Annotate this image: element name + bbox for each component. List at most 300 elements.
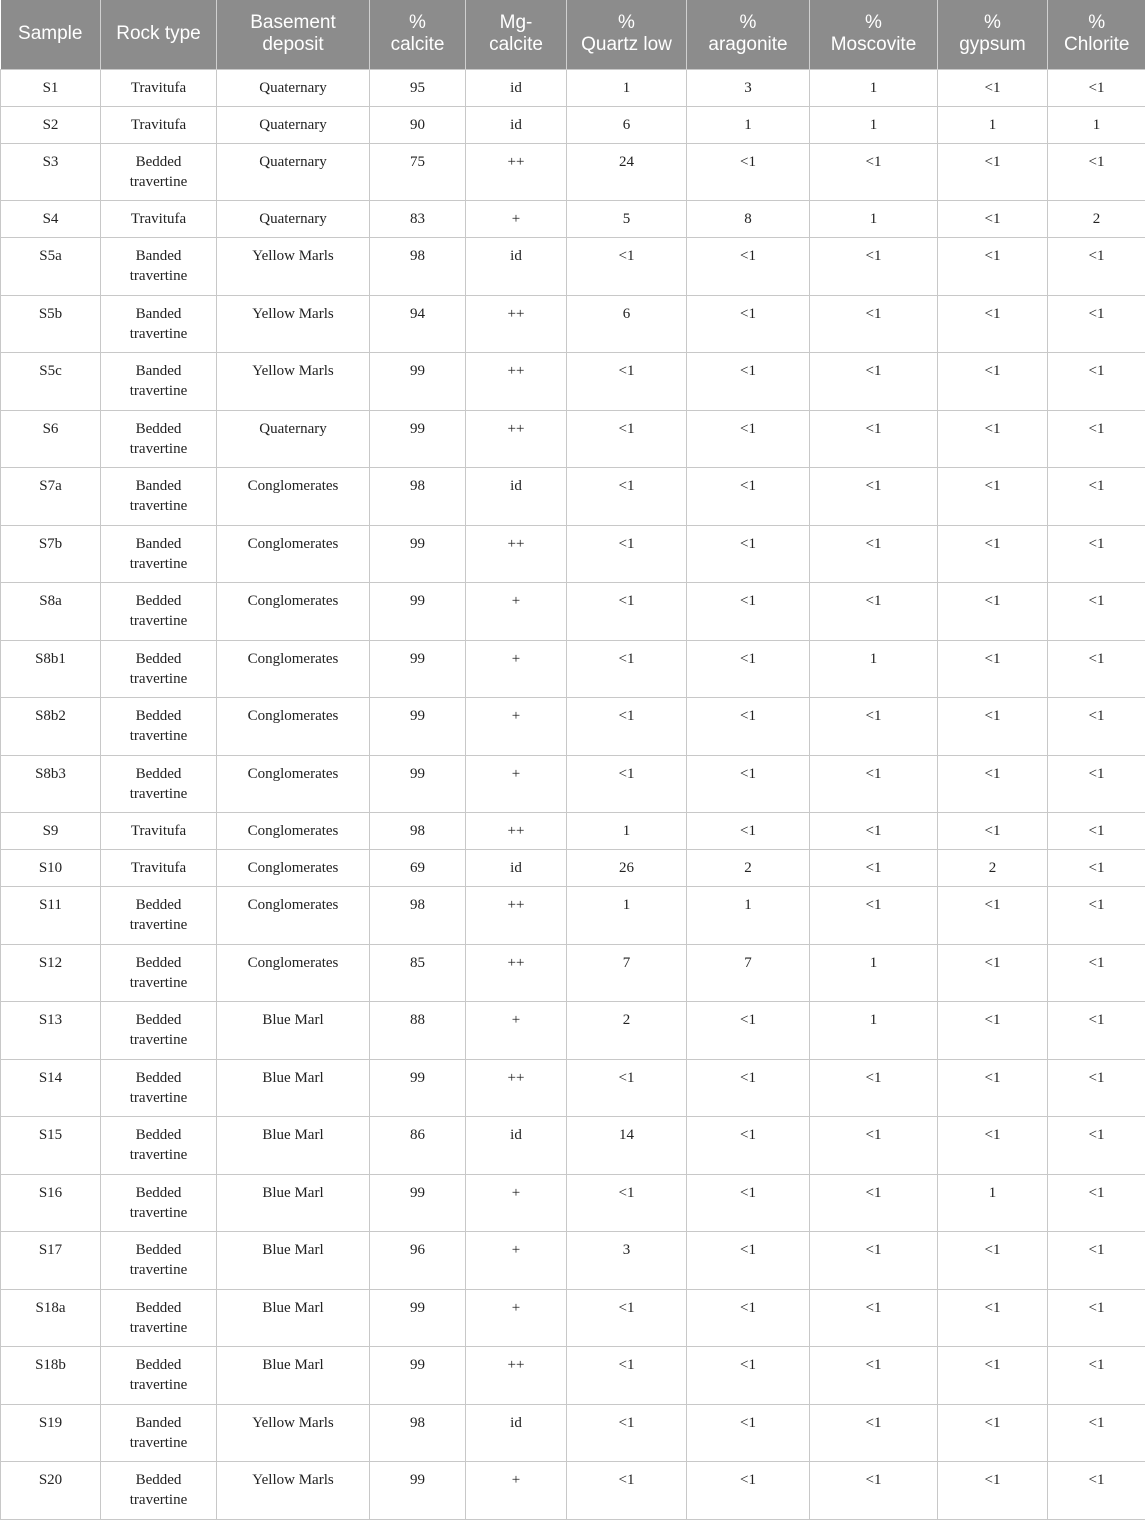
cell-gypsum: <1 (938, 813, 1048, 850)
cell-quartz-low: 7 (567, 944, 687, 1002)
cell-quartz-low: <1 (567, 353, 687, 411)
cell-calcite: 99 (370, 525, 466, 583)
cell-text: travertine (129, 1147, 188, 1163)
cell-text: travertine (129, 1377, 188, 1393)
cell-text: Travitufa (130, 823, 187, 839)
cell-text: Bedded (135, 1299, 182, 1316)
cell-aragonite: <1 (687, 295, 810, 353)
cell-sample: S14 (1, 1059, 101, 1117)
cell-rock-type (101, 353, 217, 411)
table-row (1, 1462, 1145, 1520)
cell-aragonite: <1 (687, 410, 810, 468)
cell-mg-calcite: + (466, 1174, 567, 1232)
cell-moscovite: <1 (810, 143, 938, 201)
cell-quartz-low: 2 (567, 1002, 687, 1060)
cell-sample: S18a (1, 1289, 101, 1347)
cell-moscovite: 1 (810, 640, 938, 698)
cell-gypsum: <1 (938, 69, 1048, 106)
cell-sample: S8b1 (1, 640, 101, 698)
cell-basement: Yellow Marls (217, 1404, 370, 1462)
cell-rock-type (101, 640, 217, 698)
cell-basement: Conglomerates (217, 468, 370, 526)
cell-chlorite: 1 (1048, 106, 1145, 143)
cell-gypsum: <1 (938, 1117, 1048, 1175)
cell-basement: Blue Marl (217, 1002, 370, 1060)
cell-sample: S16 (1, 1174, 101, 1232)
column-header-text: % (984, 12, 1001, 34)
table-row (1, 1404, 1145, 1462)
cell-gypsum: <1 (938, 1347, 1048, 1405)
table-row (1, 583, 1145, 641)
cell-text: Bedded (135, 420, 182, 437)
cell-chlorite: <1 (1048, 1117, 1145, 1175)
cell-mg-calcite: id (466, 106, 567, 143)
cell-basement: Quaternary (217, 143, 370, 201)
table-row (1, 887, 1145, 945)
cell-aragonite: 7 (687, 944, 810, 1002)
cell-mg-calcite: ++ (466, 143, 567, 201)
cell-mg-calcite: ++ (466, 887, 567, 945)
table-row (1, 850, 1145, 887)
cell-aragonite: <1 (687, 755, 810, 813)
cell-quartz-low: <1 (567, 1174, 687, 1232)
table-row (1, 238, 1145, 296)
cell-sample: S18b (1, 1347, 101, 1405)
cell-gypsum: <1 (938, 944, 1048, 1002)
cell-moscovite: <1 (810, 1174, 938, 1232)
cell-moscovite: <1 (810, 887, 938, 945)
cell-mg-calcite: id (466, 1404, 567, 1462)
cell-rock-type (101, 1002, 217, 1060)
cell-rock-type (101, 755, 217, 813)
cell-chlorite: <1 (1048, 698, 1145, 756)
table-row (1, 410, 1145, 468)
cell-aragonite: <1 (687, 1347, 810, 1405)
cell-mg-calcite: + (466, 755, 567, 813)
cell-basement: Blue Marl (217, 1289, 370, 1347)
cell-moscovite: <1 (810, 1059, 938, 1117)
cell-moscovite: <1 (810, 698, 938, 756)
cell-quartz-low: <1 (567, 583, 687, 641)
cell-basement: Conglomerates (217, 698, 370, 756)
cell-text: travertine (129, 173, 188, 190)
cell-sample: S13 (1, 1002, 101, 1060)
cell-gypsum: <1 (938, 698, 1048, 756)
cell-basement: Yellow Marls (217, 295, 370, 353)
cell-rock-type (101, 238, 217, 296)
cell-sample: S5c (1, 353, 101, 411)
cell-basement: Conglomerates (217, 850, 370, 887)
cell-text: travertine (129, 670, 188, 687)
cell-quartz-low: <1 (567, 525, 687, 583)
cell-text: travertine (129, 728, 188, 744)
cell-text: travertine (129, 1319, 188, 1336)
table-row (1, 1117, 1145, 1175)
cell-moscovite: <1 (810, 1347, 938, 1405)
cell-chlorite: <1 (1048, 1347, 1145, 1405)
cell-chlorite: <1 (1048, 468, 1145, 526)
cell-sample: S11 (1, 887, 101, 945)
cell-text: travertine (129, 1204, 188, 1221)
table-row (1, 755, 1145, 813)
cell-text: Bedded (135, 593, 182, 609)
cell-sample: S4 (1, 201, 101, 238)
cell-text: travertine (129, 1262, 188, 1278)
column-header-text: % (739, 12, 757, 34)
cell-gypsum: <1 (938, 1059, 1048, 1117)
cell-calcite: 99 (370, 755, 466, 813)
cell-basement: Conglomerates (217, 887, 370, 945)
cell-sample: S3 (1, 143, 101, 201)
cell-sample: S8b3 (1, 755, 101, 813)
cell-moscovite: <1 (810, 1289, 938, 1347)
cell-rock-type (101, 1059, 217, 1117)
cell-text: travertine (129, 974, 188, 991)
cell-moscovite: <1 (810, 813, 938, 850)
cell-basement: Blue Marl (217, 1117, 370, 1175)
cell-basement: Yellow Marls (217, 238, 370, 296)
cell-chlorite: <1 (1048, 944, 1145, 1002)
cell-rock-type (101, 525, 217, 583)
cell-quartz-low: 26 (567, 850, 687, 887)
cell-calcite: 86 (370, 1117, 466, 1175)
cell-quartz-low: 14 (567, 1117, 687, 1175)
cell-sample: S9 (1, 813, 101, 850)
cell-rock-type (101, 1347, 217, 1405)
cell-text: travertine (129, 498, 188, 514)
table-row (1, 69, 1145, 106)
cell-text: Bedded (135, 897, 182, 913)
cell-basement: Yellow Marls (217, 1462, 370, 1520)
column-header-gypsum (938, 0, 1048, 69)
cell-moscovite: 1 (810, 201, 938, 238)
cell-quartz-low: 6 (567, 106, 687, 143)
cell-moscovite: <1 (810, 850, 938, 887)
cell-rock-type (101, 1174, 217, 1232)
cell-sample: S19 (1, 1404, 101, 1462)
cell-rock-type (101, 1117, 217, 1175)
column-header-text: % (618, 12, 635, 34)
column-header-text: Moscovite (830, 34, 917, 56)
cell-text: travertine (129, 325, 188, 342)
cell-aragonite: <1 (687, 1117, 810, 1175)
cell-moscovite: <1 (810, 410, 938, 468)
cell-calcite: 99 (370, 410, 466, 468)
cell-chlorite: <1 (1048, 295, 1145, 353)
cell-calcite: 98 (370, 238, 466, 296)
cell-basement: Quaternary (217, 106, 370, 143)
cell-quartz-low: 5 (567, 201, 687, 238)
cell-calcite: 98 (370, 1404, 466, 1462)
column-header-text: gypsum (959, 34, 1026, 56)
cell-basement: Quaternary (217, 410, 370, 468)
table-row (1, 143, 1145, 201)
cell-mg-calcite: id (466, 69, 567, 106)
table-row (1, 525, 1145, 583)
column-header-text: % (865, 12, 882, 34)
cell-chlorite: <1 (1048, 755, 1145, 813)
cell-basement: Quaternary (217, 201, 370, 238)
cell-text: Bedded (135, 1127, 182, 1143)
cell-gypsum: <1 (938, 755, 1048, 813)
cell-moscovite: <1 (810, 1462, 938, 1520)
cell-mg-calcite: id (466, 1117, 567, 1175)
cell-basement: Conglomerates (217, 640, 370, 698)
cell-moscovite: <1 (810, 583, 938, 641)
cell-aragonite: 1 (687, 106, 810, 143)
cell-moscovite: <1 (810, 1117, 938, 1175)
cell-gypsum: <1 (938, 295, 1048, 353)
cell-text: Bedded (135, 1069, 182, 1086)
cell-text: Banded (135, 1414, 182, 1431)
cell-rock-type (101, 410, 217, 468)
cell-basement: Blue Marl (217, 1059, 370, 1117)
cell-sample: S17 (1, 1232, 101, 1290)
cell-calcite: 99 (370, 1059, 466, 1117)
cell-aragonite: 8 (687, 201, 810, 238)
cell-moscovite: <1 (810, 1404, 938, 1462)
cell-gypsum: <1 (938, 1462, 1048, 1520)
column-header-text: aragonite (708, 34, 788, 56)
cell-sample: S12 (1, 944, 101, 1002)
cell-gypsum: <1 (938, 201, 1048, 238)
cell-mg-calcite: ++ (466, 1059, 567, 1117)
cell-quartz-low: <1 (567, 410, 687, 468)
cell-basement: Quaternary (217, 69, 370, 106)
cell-calcite: 99 (370, 583, 466, 641)
cell-sample: S20 (1, 1462, 101, 1520)
column-header-text: deposit (262, 34, 324, 56)
cell-text: Bedded (135, 1184, 182, 1201)
cell-quartz-low: 3 (567, 1232, 687, 1290)
cell-calcite: 88 (370, 1002, 466, 1060)
cell-sample: S1 (1, 69, 101, 106)
cell-aragonite: 3 (687, 69, 810, 106)
cell-moscovite: <1 (810, 1232, 938, 1290)
cell-gypsum: 2 (938, 850, 1048, 887)
cell-quartz-low: <1 (567, 755, 687, 813)
cell-rock-type (101, 1404, 217, 1462)
cell-chlorite: <1 (1048, 1002, 1145, 1060)
cell-chlorite: <1 (1048, 143, 1145, 201)
table-row (1, 698, 1145, 756)
cell-text: travertine (129, 440, 188, 457)
cell-text: Banded (135, 535, 182, 552)
cell-gypsum: <1 (938, 410, 1048, 468)
cell-calcite: 83 (370, 201, 466, 238)
cell-chlorite: <1 (1048, 1289, 1145, 1347)
cell-basement: Conglomerates (217, 813, 370, 850)
cell-text: travertine (129, 613, 188, 629)
cell-rock-type (101, 1289, 217, 1347)
cell-moscovite: 1 (810, 944, 938, 1002)
cell-aragonite: <1 (687, 640, 810, 698)
cell-text: Bedded (135, 1357, 182, 1373)
cell-text: Travitufa (130, 79, 187, 96)
cell-gypsum: <1 (938, 640, 1048, 698)
column-header-text: Mg- (499, 12, 533, 34)
cell-text: Travitufa (130, 116, 187, 133)
cell-gypsum: <1 (938, 1289, 1048, 1347)
table-body (1, 69, 1145, 1519)
table-header-row (1, 0, 1145, 69)
cell-text: Bedded (135, 1472, 182, 1488)
cell-basement: Blue Marl (217, 1232, 370, 1290)
cell-text: Travitufa (130, 211, 187, 227)
cell-text: Bedded (135, 153, 182, 170)
cell-text: travertine (129, 1032, 188, 1048)
cell-gypsum: <1 (938, 143, 1048, 201)
cell-chlorite: <1 (1048, 813, 1145, 850)
cell-aragonite: <1 (687, 1289, 810, 1347)
cell-quartz-low: <1 (567, 640, 687, 698)
cell-rock-type (101, 201, 217, 238)
cell-basement: Conglomerates (217, 755, 370, 813)
cell-calcite: 95 (370, 69, 466, 106)
cell-calcite: 90 (370, 106, 466, 143)
cell-moscovite: 1 (810, 69, 938, 106)
column-header-sample (1, 0, 101, 69)
cell-moscovite: 1 (810, 1002, 938, 1060)
cell-mg-calcite: + (466, 640, 567, 698)
cell-aragonite: <1 (687, 698, 810, 756)
cell-text: Bedded (135, 708, 182, 724)
cell-quartz-low: 1 (567, 69, 687, 106)
cell-sample: S8b2 (1, 698, 101, 756)
column-header-text: calcite (489, 34, 543, 56)
cell-rock-type (101, 143, 217, 201)
table-row (1, 1002, 1145, 1060)
cell-aragonite: 2 (687, 850, 810, 887)
cell-calcite: 99 (370, 698, 466, 756)
cell-quartz-low: 24 (567, 143, 687, 201)
table-row (1, 106, 1145, 143)
cell-rock-type (101, 468, 217, 526)
cell-quartz-low: <1 (567, 1289, 687, 1347)
cell-chlorite: <1 (1048, 1404, 1145, 1462)
column-header-text: % (409, 12, 426, 34)
cell-moscovite: 1 (810, 106, 938, 143)
cell-mg-calcite: + (466, 1462, 567, 1520)
table-row (1, 295, 1145, 353)
cell-quartz-low: <1 (567, 468, 687, 526)
cell-text: Bedded (135, 650, 182, 667)
cell-chlorite: 2 (1048, 201, 1145, 238)
cell-rock-type (101, 1232, 217, 1290)
cell-quartz-low: <1 (567, 698, 687, 756)
cell-chlorite: <1 (1048, 583, 1145, 641)
cell-aragonite: <1 (687, 143, 810, 201)
column-header-text: Chlorite (1064, 34, 1130, 56)
cell-calcite: 99 (370, 1289, 466, 1347)
cell-rock-type (101, 944, 217, 1002)
cell-rock-type (101, 583, 217, 641)
cell-basement: Conglomerates (217, 525, 370, 583)
cell-aragonite: <1 (687, 353, 810, 411)
cell-text: Bedded (135, 954, 182, 971)
cell-chlorite: <1 (1048, 887, 1145, 945)
column-header-text: Quartz low (581, 34, 672, 56)
cell-calcite: 94 (370, 295, 466, 353)
cell-text: Banded (135, 478, 182, 494)
cell-text: travertine (129, 917, 188, 933)
cell-chlorite: <1 (1048, 238, 1145, 296)
column-header-chlorite (1048, 0, 1145, 69)
cell-quartz-low: 1 (567, 813, 687, 850)
cell-text: travertine (129, 1492, 188, 1508)
column-header-moscovite (810, 0, 938, 69)
cell-gypsum: <1 (938, 887, 1048, 945)
cell-text: travertine (129, 1434, 188, 1451)
cell-quartz-low: <1 (567, 238, 687, 296)
cell-chlorite: <1 (1048, 1174, 1145, 1232)
cell-mg-calcite: + (466, 1289, 567, 1347)
cell-gypsum: <1 (938, 1232, 1048, 1290)
table-row (1, 813, 1145, 850)
cell-aragonite: 1 (687, 887, 810, 945)
cell-mg-calcite: + (466, 698, 567, 756)
column-header-text: Basement (250, 12, 336, 34)
cell-quartz-low: <1 (567, 1404, 687, 1462)
cell-aragonite: <1 (687, 583, 810, 641)
cell-gypsum: <1 (938, 1002, 1048, 1060)
cell-moscovite: <1 (810, 755, 938, 813)
column-header-basement-deposit (217, 0, 370, 69)
cell-text: Bedded (135, 765, 182, 782)
cell-moscovite: <1 (810, 525, 938, 583)
cell-mg-calcite: id (466, 468, 567, 526)
cell-basement: Blue Marl (217, 1174, 370, 1232)
cell-sample: S2 (1, 106, 101, 143)
cell-chlorite: <1 (1048, 410, 1145, 468)
cell-chlorite: <1 (1048, 1232, 1145, 1290)
cell-calcite: 99 (370, 1462, 466, 1520)
cell-aragonite: <1 (687, 468, 810, 526)
table-row (1, 1232, 1145, 1290)
cell-sample: S6 (1, 410, 101, 468)
cell-text: travertine (129, 785, 188, 802)
table-row (1, 640, 1145, 698)
table-row (1, 1059, 1145, 1117)
cell-text: travertine (129, 383, 188, 399)
cell-moscovite: <1 (810, 468, 938, 526)
cell-mg-calcite: id (466, 850, 567, 887)
cell-gypsum: <1 (938, 525, 1048, 583)
cell-basement: Blue Marl (217, 1347, 370, 1405)
cell-calcite: 99 (370, 1347, 466, 1405)
cell-gypsum: 1 (938, 106, 1048, 143)
cell-calcite: 99 (370, 353, 466, 411)
cell-aragonite: <1 (687, 813, 810, 850)
cell-chlorite: <1 (1048, 850, 1145, 887)
cell-text: Banded (135, 305, 182, 322)
cell-mg-calcite: id (466, 238, 567, 296)
cell-aragonite: <1 (687, 1232, 810, 1290)
column-header-mg-calcite (466, 0, 567, 69)
column-header-rock-type (101, 0, 217, 69)
cell-sample: S7a (1, 468, 101, 526)
cell-text: travertine (129, 1089, 188, 1106)
cell-aragonite: <1 (687, 1462, 810, 1520)
cell-mg-calcite: ++ (466, 813, 567, 850)
cell-calcite: 98 (370, 813, 466, 850)
cell-text: travertine (129, 268, 188, 284)
cell-quartz-low: <1 (567, 1462, 687, 1520)
cell-text: Banded (135, 363, 182, 379)
cell-chlorite: <1 (1048, 1059, 1145, 1117)
column-header-quartz-low (567, 0, 687, 69)
cell-quartz-low: 1 (567, 887, 687, 945)
